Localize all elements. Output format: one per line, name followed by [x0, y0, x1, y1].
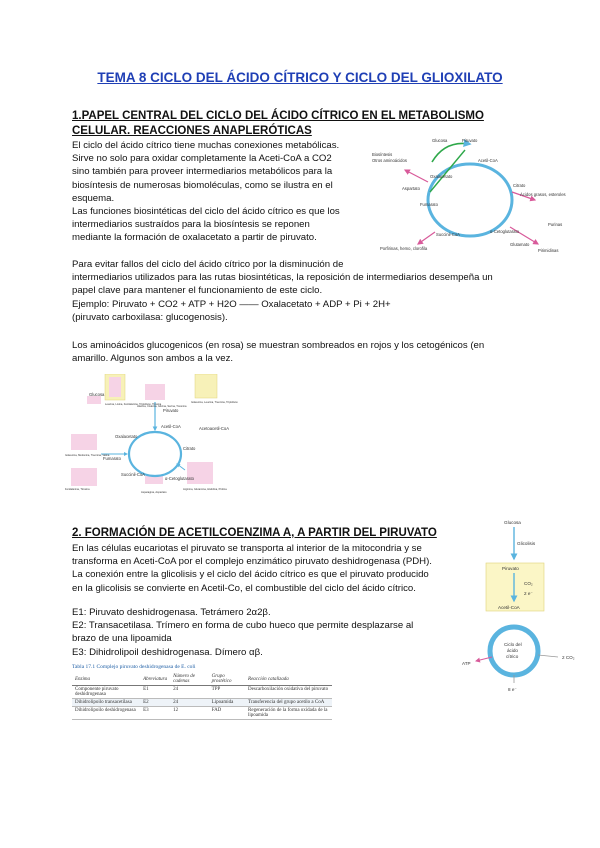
fig1-porphyrins-label: Porfirinas, hemo, clorofila — [380, 246, 428, 251]
table-header-row — [72, 673, 332, 686]
fig2-oxaloacetate-label: Oxalacetato — [115, 434, 138, 439]
table-header: Enzima — [72, 673, 140, 686]
amino-acid-entry-figure — [65, 374, 245, 494]
fig1-citrate-label: Citrato — [513, 183, 526, 188]
fig1-pyrimidines-label: Pirimidinas — [538, 248, 559, 253]
fig2-akg-label: α-Cetoglutarato — [165, 476, 194, 481]
fig2-acetyl-label: Acetil-CoA — [161, 424, 181, 429]
text-line: transforma en Aceti-CoA por el complejo enzimático piruvato deshidrogenasa (PDH). — [72, 556, 432, 568]
enzyme-list — [72, 606, 413, 659]
fig2-succinyl-label: Succinil-CoA — [121, 472, 145, 477]
fig1-pyruvate-label: Piruvato — [462, 138, 478, 143]
text-line: esquema. — [72, 192, 115, 204]
enzyme-e1: E1: Piruvato deshidrogenasa. Tetrámero 2α2β. — [72, 607, 271, 618]
table-cell: FAD — [209, 707, 245, 720]
text-line: biosíntesis de numerosas biomoléculas, como se ilustra en el — [72, 179, 333, 191]
fig3-2e-label: 2 e⁻ — [524, 591, 533, 596]
fig3-pyruvate-label: Piruvato — [502, 566, 519, 571]
glucogenic-box-3 — [71, 468, 97, 486]
section1-heading-line2: CELULAR. REACCIONES ANAPLERÓTICAS — [72, 125, 312, 137]
table-cell: Componente piruvato deshidrogenasa — [72, 686, 140, 699]
table-cell: Lipoamida — [209, 699, 245, 707]
ketogenic-box-1-overlay — [109, 377, 121, 397]
fig3-cycle-line1: Ciclo del — [504, 642, 522, 647]
porphyrin-arrow — [418, 232, 435, 244]
glucogenic-box-2 — [71, 434, 97, 450]
fig3-cycle-line2: ácido — [507, 648, 518, 653]
table-header: Reacción catalizada — [245, 673, 332, 686]
fig2-pyruvate-label: Piruvato — [163, 408, 179, 413]
text-line: Ejemplo: Piruvato + CO2 + ATP + H2O —— Oxalacetato + ADP + Pi + 2H+ — [72, 298, 391, 310]
fig3-2co2-label: 2 CO₂ — [562, 655, 575, 660]
fig1-other-aa-label: Otros aminoácidos — [372, 158, 407, 163]
fig2-glucogenic-5-label: Asparagina, Aspartato — [141, 491, 167, 494]
fig1-aspartate-label: Aspartato — [402, 186, 420, 191]
fig2-fumarate-label: Fumarato — [103, 456, 121, 461]
text-line: intermediarios sustraídos para la biosíntesis se reponen — [72, 219, 310, 231]
text-line: El ciclo del ácido cítrico tiene muchas conexiones metabólicas. — [72, 140, 340, 151]
fig1-oxaloacetate-label: Oxalacetato — [430, 174, 453, 179]
table-cell: 12 — [170, 707, 209, 720]
table-cell: E2 — [140, 699, 170, 707]
text-line: mediante la formación de oxalacetato a partir de piruvato. — [72, 232, 317, 244]
glucogenic-box-small — [87, 396, 101, 404]
text-line: en la glicolisis se convierte en Acetil-Co, el combustible del ciclo del ácido cítrico. — [72, 582, 416, 594]
table-row — [72, 686, 332, 699]
fig3-co2-label: CO₂ — [524, 581, 533, 586]
biosynth-arrow — [405, 170, 428, 182]
fig2-ketogenic-2-label: Isoleucina, Leucina, Treonina, Triptófano — [191, 401, 238, 404]
enzyme-e2-line2: brazo de una lipoamida — [72, 633, 172, 645]
fig2-acetoacetyl-label: Acetoacetil-CoA — [199, 426, 230, 431]
text-line: Para evitar fallos del ciclo del ácido cítrico por la disminución de — [72, 259, 344, 270]
fig3-glycolysis-label: Glicolisis — [517, 541, 536, 546]
text-line: En las células eucariotas el piruvato se transporta al interior de la mitocondria y se — [72, 543, 422, 554]
table-row — [72, 699, 332, 707]
co2-out-arrow — [538, 655, 558, 657]
text-line: Sirve no solo para oxidar completamente la Aceti-CoA a CO2 — [72, 153, 332, 165]
table-cell: TPP — [209, 686, 245, 699]
table-header: Grupo prostético — [209, 673, 245, 686]
fig1-acetyl-label: Acetil-CoA — [478, 158, 498, 163]
citric-cycle-connections-figure — [370, 132, 570, 260]
glucose-arrow — [432, 143, 470, 162]
text-line: Los aminoácidos glucogenicos (en rosa) se muestran sombreados en rojos y los cetogénicos (en — [72, 340, 485, 351]
fig1-fumarate-label: Fumarato — [420, 202, 438, 207]
table-header: Abreviatura — [140, 673, 170, 686]
fig3-acetyl-label: Acetil-CoA — [498, 605, 520, 610]
table-cell: E3 — [140, 707, 170, 720]
section2-paragraph-1 — [72, 542, 432, 595]
page-title: TEMA 8 CICLO DEL ÁCIDO CÍTRICO Y CICLO DEL GLIOXILATO — [97, 70, 503, 85]
table-header: Número de cadenas — [170, 673, 209, 686]
section2-heading: 2. FORMACIÓN DE ACETILCOENZIMA A, A PARTIR DEL PIRUVATO — [72, 527, 437, 539]
text-line: sino también para proveer intermediarios metabólicos para la — [72, 166, 333, 178]
text-line: Las funciones biosintéticas del ciclo del ácido cítrico es que los — [72, 206, 340, 218]
text-line: intermediarios utilizados para las rutas biosintéticas, la reposición de intermediarios desempeña un — [72, 272, 493, 284]
fig2-glucogenic-1-label: Alanina, Cisteína, Glicina, Serina, Treonina — [137, 405, 187, 408]
table-cell: Descarboxilación oxidativa del piruvato — [245, 686, 332, 699]
fig1-fatty-acids-label: Ácidos grasos, esteroles — [520, 192, 566, 197]
text-line: papel clave para mantener el funcionamiento de este ciclo. — [72, 285, 323, 297]
fig3-glucose-label: Glucosa — [504, 520, 521, 525]
pdh-complex-table — [72, 673, 332, 720]
table-cell: Regeneración de la forma oxidada de la lipoamida — [245, 707, 332, 720]
table-cell: Dihidrolipoilo transacetilasa — [72, 699, 140, 707]
text-line: (piruvato carboxilasa: glucogenosis). — [72, 311, 228, 323]
section1-paragraph-2 — [72, 258, 493, 324]
table-cell: Dihidrolipoilo deshidrogenasa — [72, 707, 140, 720]
table-cell: E1 — [140, 686, 170, 699]
pdh-complex-table-block — [72, 664, 332, 720]
fig1-purines-label: Purinas — [548, 222, 563, 227]
fig1-glucose-label: Glucosa — [432, 138, 448, 143]
fig1-succinyl-label: Succinil-CoA — [436, 232, 460, 237]
glucogenic-box-5 — [145, 476, 163, 484]
fig2-ketogenic-1-label: Leucina, Lisina, Fenilalanina, Triptófano, Tirosina — [105, 403, 162, 406]
text-line: amarillo. Algunos son ambos a la vez. — [72, 353, 234, 365]
fig1-akg-label: α-Cetoglutarato — [490, 229, 519, 234]
fig3-atp-label: ATP — [462, 661, 471, 666]
fig2-citrate-label: Citrato — [183, 446, 196, 451]
fig2-akg-arrow — [177, 464, 185, 470]
table-cell: 24 — [170, 686, 209, 699]
fig2-glucogenic-3-label: Isoleucina, Metionina, Treonina, Valina — [65, 454, 110, 457]
fig3-cycle-line3: cítrico — [506, 654, 519, 659]
table-row — [72, 707, 332, 720]
fig3-8e-label: 8 e⁻ — [508, 687, 517, 692]
fig1-glutamate-label: Glutamato — [510, 242, 530, 247]
section1-paragraph-3 — [72, 339, 484, 365]
text-line: La conexión entre la glicolisis y el ciclo del ácido cítrico es que el piruvato producido — [72, 569, 429, 581]
enzyme-e2-line1: E2: Transacetilasa. Trímero en forma de cubo hueco que permite desplazarse al — [72, 620, 414, 632]
table-caption: Tabla 17.1 Complejo piruvato deshidrogenasa de E. coli — [72, 664, 196, 670]
section1-paragraph-1 — [72, 139, 340, 245]
fig2-glucogenic-4-label: Fenilalanina, Tirosina — [65, 488, 90, 491]
fig1-biosynth-label: Biosíntesis — [372, 152, 393, 157]
table-cell: Transferencia del grupo acetilo a CoA — [245, 699, 332, 707]
pyruvate-to-acetylcoa-figure — [440, 515, 600, 695]
glucogenic-box-1 — [145, 384, 165, 400]
section1-heading-line1: 1.PAPEL CENTRAL DEL CICLO DEL ÁCIDO CÍTRICO EN EL METABOLISMO — [72, 110, 484, 122]
fig2-glucogenic-2-label: Arginina, Glutamina, Histidina, Prolina — [183, 488, 227, 491]
ketogenic-box-2 — [195, 374, 217, 398]
enzyme-e3: E3: Dihidrolipoil deshidrogenasa. Dímero αβ. — [72, 646, 263, 658]
fig2-glucose-label: Glucosa — [89, 392, 105, 397]
table-cell: 24 — [170, 699, 209, 707]
